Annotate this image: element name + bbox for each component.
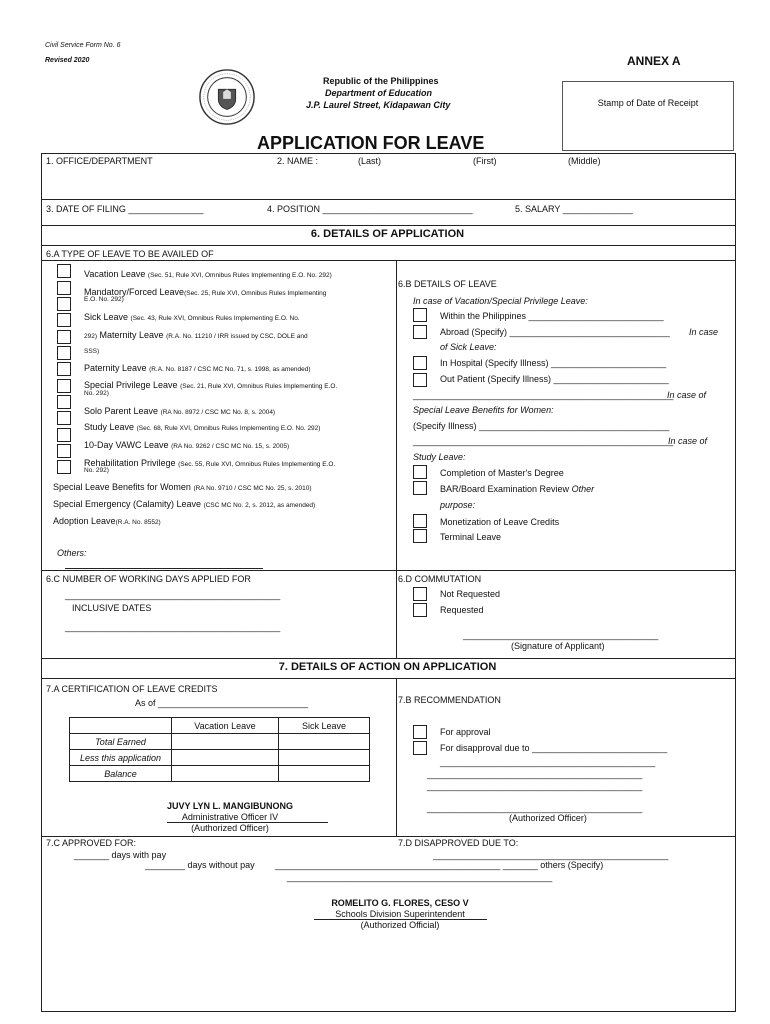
leave-credits-title: 7.A CERTIFICATION OF LEAVE CREDITS — [46, 684, 218, 694]
row-label: Balance — [70, 766, 172, 782]
monetization-label: Monetization of Leave Credits — [440, 517, 560, 527]
leave-type-ref: No. 292) — [84, 390, 109, 397]
approver-name: ROMELITO G. FLORES, CESO V — [331, 898, 469, 908]
leave-type-row: Adoption Leave(R.A. No. 8552) — [53, 516, 161, 526]
middle-label: (Middle) — [568, 156, 601, 166]
as-of-field[interactable]: As of ______________________________ — [135, 698, 309, 708]
not-requested-checkbox[interactable] — [413, 587, 427, 601]
table-cell — [70, 718, 172, 734]
in-hospital-field[interactable]: In Hospital (Specify Illness) _______________________ — [440, 358, 667, 368]
masters-checkbox[interactable] — [413, 465, 427, 479]
sick-leave-checkbox[interactable] — [57, 313, 71, 327]
working-days-field[interactable]: ___________________________________________ — [65, 590, 281, 600]
special-privilege-checkbox[interactable] — [57, 379, 71, 393]
leave-type-row: Special Leave Benefits for Women (RA No. 9710 / CSC MC No. 25, s. 2010) — [53, 482, 312, 492]
recommendation-title: 7.B RECOMMENDATION — [398, 695, 501, 705]
study-leave-checkbox[interactable] — [57, 428, 71, 442]
commutation-title: 6.D COMMUTATION — [398, 574, 482, 584]
paternity-leave-checkbox[interactable] — [57, 362, 71, 376]
disapproved-due-title: 7.D DISAPPROVED DUE TO: — [398, 838, 519, 848]
masters-label: Completion of Master's Degree — [440, 468, 564, 478]
in-case-label-2: In case of — [667, 390, 707, 400]
table-cell[interactable] — [172, 766, 279, 782]
applicant-signature-label: (Signature of Applicant) — [511, 641, 605, 651]
in-case-label: In case — [689, 327, 719, 337]
maternity-leave-checkbox[interactable] — [57, 330, 71, 344]
first-label: (First) — [473, 156, 497, 166]
for-approval-checkbox[interactable] — [413, 725, 427, 739]
table-cell[interactable] — [279, 750, 370, 766]
leave-type-row: Solo Parent Leave (RA No. 8972 / CSC MC No. 8, s. 2004) — [84, 406, 276, 416]
leave-type-row: 292) Maternity Leave (R.A. No. 11210 / IRR issued by CSC, DOLE and — [84, 330, 308, 340]
authorized-officer-label: (Authorized Officer) — [509, 813, 587, 823]
disapproval-line[interactable]: ___________________________________________ — [427, 781, 643, 791]
maternity-leave-checkbox-2[interactable] — [57, 346, 71, 360]
row-label: Total Earned — [70, 734, 172, 750]
details-leave-title: 6.B DETAILS OF LEAVE — [398, 279, 497, 289]
date-filing-field[interactable]: 3. DATE OF FILING _______________ — [46, 204, 204, 214]
form-number: Civil Service Form No. 6 — [45, 42, 121, 49]
for-disapproval-field[interactable]: For disapproval due to ___________________________ — [440, 743, 668, 753]
stamp-box — [562, 81, 734, 151]
annex-label: ANNEX A — [627, 54, 681, 68]
rehabilitation-checkbox[interactable] — [57, 460, 71, 474]
inclusive-dates-field[interactable]: ___________________________________________ — [65, 622, 281, 632]
table-cell[interactable] — [279, 734, 370, 750]
leave-type-row: Study Leave (Sec. 68, Rule XVI, Omnibus Rules Implementing E.O. No. 292) — [84, 422, 321, 432]
last-label: (Last) — [358, 156, 382, 166]
revised-date: Revised 2020 — [45, 57, 90, 64]
sick-column-header: Sick Leave — [279, 718, 370, 734]
leave-type-row: Mandatory/Forced Leave(Sec. 25, Rule XVI, Omnibus Rules Implementing — [84, 287, 327, 297]
in-hospital-checkbox[interactable] — [413, 356, 427, 370]
table-row — [70, 750, 370, 766]
disapproved-line-2[interactable]: _____________________________________________________ — [287, 872, 553, 882]
requested-checkbox[interactable] — [413, 603, 427, 617]
table-cell[interactable] — [172, 734, 279, 750]
women-detail-line[interactable]: ____________________________________________________ — [413, 436, 674, 446]
requested-label: Requested — [440, 605, 484, 615]
for-disapproval-checkbox[interactable] — [413, 741, 427, 755]
section6-title: 6. DETAILS OF APPLICATION — [310, 228, 465, 240]
sick-case-label: of Sick Leave: — [440, 342, 497, 352]
women-case-label: Special Leave Benefits for Women: — [413, 405, 554, 415]
republic-line: Republic of the Philippines — [323, 76, 439, 86]
days-without-pay-field[interactable]: ________ days without pay — [145, 860, 255, 870]
approved-for-title: 7.C APPROVED FOR: — [46, 838, 137, 848]
women-specify-field[interactable]: (Specify Illness) ______________________________________ — [413, 421, 670, 431]
section7-title: 7. DETAILS OF ACTION ON APPLICATION — [278, 661, 497, 673]
within-philippines-field[interactable]: Within the Philippines ___________________________ — [440, 311, 664, 321]
table-row — [70, 718, 370, 734]
officer-role: (Authorized Officer) — [191, 823, 269, 833]
sick-detail-line[interactable]: ____________________________________________________ — [413, 390, 674, 400]
leave-type-ref: No. 292) — [84, 467, 109, 474]
leave-credits-table — [69, 717, 370, 782]
officer-title: Administrative Officer IV — [181, 812, 279, 822]
address-line: J.P. Laurel Street, Kidapawan City — [306, 100, 451, 110]
not-requested-label: Not Requested — [440, 589, 501, 599]
solo-parent-checkbox[interactable] — [57, 411, 71, 425]
position-field[interactable]: 4. POSITION ______________________________ — [267, 204, 473, 214]
table-cell[interactable] — [172, 750, 279, 766]
approver-role: (Authorized Official) — [360, 920, 440, 930]
leave-type-row: 10-Day VAWC Leave (RA No. 9262 / CSC MC No. 15, s. 2005) — [84, 440, 290, 450]
monetization-checkbox[interactable] — [413, 514, 427, 528]
others-label: Others: — [57, 548, 87, 558]
leave-type-ref: E.O. No. 292) — [84, 296, 124, 303]
vacation-leave-checkbox[interactable] — [57, 264, 71, 278]
terminal-leave-checkbox[interactable] — [413, 529, 427, 543]
others-specify-field[interactable]: _____________________________________________ _______ others (Specify) — [275, 860, 604, 870]
days-with-pay-field[interactable]: _______ days with pay — [74, 850, 167, 860]
vawc-leave-checkbox[interactable] — [57, 444, 71, 458]
terminal-leave-label: Terminal Leave — [440, 532, 502, 542]
leave-type-row: Special Privilege Leave (Sec. 21, Rule XVI, Omnibus Rules Implementing E.O. — [84, 380, 338, 390]
study-case-label: Study Leave: — [413, 452, 466, 462]
name-label: 2. NAME : — [277, 156, 319, 166]
out-patient-checkbox[interactable] — [413, 373, 427, 387]
abroad-checkbox[interactable] — [413, 325, 427, 339]
purpose-label: purpose: — [440, 500, 476, 510]
table-row — [70, 766, 370, 782]
special-privilege-checkbox-2[interactable] — [57, 395, 71, 409]
vacation-column-header: Vacation Leave — [172, 718, 279, 734]
out-patient-field[interactable]: Out Patient (Specify Illness) _______________________ — [440, 374, 669, 384]
mandatory-leave-checkbox-2[interactable] — [57, 297, 71, 311]
within-philippines-checkbox[interactable] — [413, 308, 427, 322]
leave-type-row: Sick Leave (Sec. 43, Rule XVI, Omnibus Rules Implementing E.O. No. — [84, 312, 300, 322]
leave-type-row: Special Emergency (Calamity) Leave (CSC MC No. 2, s. 2012, as amended) — [53, 499, 316, 509]
leave-type-title: 6.A TYPE OF LEAVE TO BE AVAILED OF — [46, 249, 214, 259]
leave-type-row: Rehabilitation Privilege (Sec. 55, Rule XVI, Omnibus Rules Implementing E.O. — [84, 458, 336, 468]
disapproved-line[interactable]: _______________________________________________ — [433, 850, 669, 860]
leave-type-row: Paternity Leave (R.A. No. 8187 / CSC MC No. 71, s. 1998, as amended) — [84, 363, 311, 373]
bar-review-checkbox[interactable] — [413, 481, 427, 495]
leave-type-row: Vacation Leave (Sec. 51, Rule XVI, Omnibus Rules Implementing E.O. No. 292) — [84, 269, 332, 279]
office-label: 1. OFFICE/DEPARTMENT — [46, 156, 153, 166]
disapproval-line[interactable]: ___________________________________________ — [440, 757, 656, 767]
disapproval-line[interactable]: ___________________________________________ — [427, 769, 643, 779]
inclusive-dates-label: INCLUSIVE DATES — [72, 603, 152, 613]
table-cell[interactable] — [279, 766, 370, 782]
applicant-signature-line[interactable]: _______________________________________ — [463, 630, 659, 640]
authorized-officer-line[interactable]: ___________________________________________ — [427, 803, 643, 813]
working-days-title: 6.C NUMBER OF WORKING DAYS APPLIED FOR — [46, 574, 251, 584]
officer-name: JUVY LYN L. MANGIBUNONG — [166, 801, 294, 811]
deped-seal-icon — [198, 68, 256, 126]
vacation-case-label: In case of Vacation/Special Privilege Leave: — [413, 296, 588, 306]
table-row — [70, 734, 370, 750]
department-line: Department of Education — [325, 88, 433, 98]
salary-field[interactable]: 5. SALARY ______________ — [515, 204, 633, 214]
page-title: APPLICATION FOR LEAVE — [257, 133, 485, 153]
bar-review-label: BAR/Board Examination Review Other — [440, 484, 595, 494]
for-approval-label: For approval — [440, 727, 491, 737]
approver-title: Schools Division Superintendent — [335, 909, 465, 919]
stamp-label: Stamp of Date of Receipt — [597, 98, 699, 108]
in-case-label-3: In case of — [668, 436, 708, 446]
leave-type-ref: SSS) — [84, 348, 100, 355]
mandatory-leave-checkbox[interactable] — [57, 281, 71, 295]
abroad-field[interactable]: Abroad (Specify) ________________________________ — [440, 327, 670, 337]
row-label: Less this application — [70, 750, 172, 766]
